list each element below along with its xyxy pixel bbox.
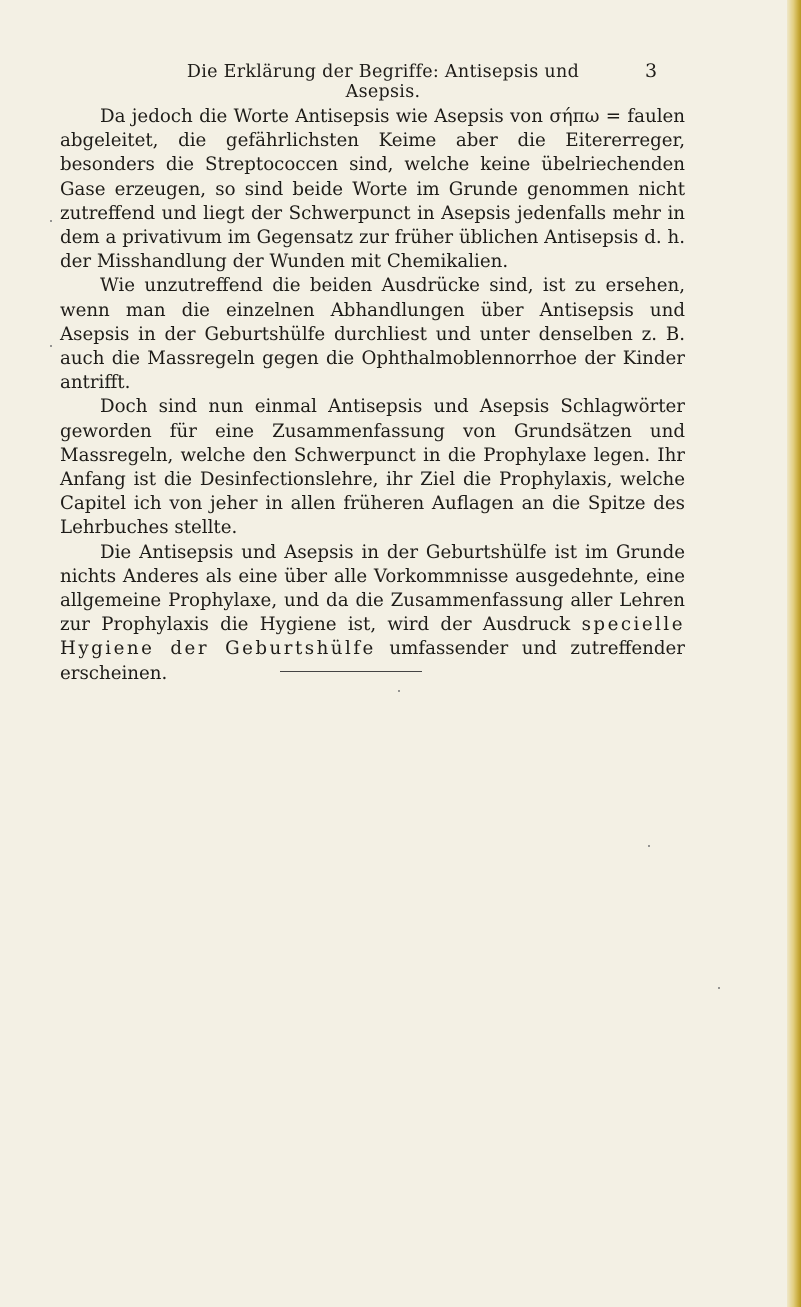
paragraph-1: Da jedoch die Worte Antisepsis wie Asepsis von σήπω = faulen abgeleitet, die gefährlichsten Keime aber die Eitererreger, besonders die Streptococcen sind, welche keine übelriechenden Gase erzeugen, so sind beide Worte im Grunde genommen nicht zutreffend und liegt der Schwerpunct in Asepsis jedenfalls mehr in dem a privativum im Gegensatz zur früher üblichen Antisepsis d. h. der Misshandlung der Wunden mit Chemikalien. [60, 106, 685, 273]
page-number: 3 [645, 60, 658, 82]
spaced-emphasis: specielle Hygiene der Geburtshülfe [60, 614, 685, 660]
paragraph-4-end: umfassender und zutreffender erscheinen. [60, 638, 685, 684]
body-text [60, 105, 685, 686]
paragraph-4 [60, 541, 685, 686]
ink-speck [718, 987, 720, 989]
ink-speck [648, 845, 650, 847]
running-title: Die Erklärung der Begriffe: Antisepsis und Asepsis. [186, 62, 580, 102]
paragraph-4-text: Die Antisepsis und Asepsis in der Geburtshülfe ist im Grunde nichts Anderes als eine über alle Vorkommnisse ausgedehnte, eine allgemeine Prophylaxe, und da die Zusammenfassung aller Lehren zur Prophylaxis die Hygiene ist, wird der Ausdruck [60, 541, 685, 636]
ink-speck [398, 690, 400, 692]
paragraph-2: Wie unzutreffend die beiden Ausdrücke sind, ist zu ersehen, wenn man die einzelnen Abhandlungen über Antisepsis und Asepsis in der Geburtshülfe durchliest und unter denselben z. B. auch die Massregeln gegen die Ophthalmoblennorrhoe der Kinder antrifft. [60, 275, 685, 394]
page-edge [787, 0, 801, 1307]
section-rule [280, 671, 422, 672]
paragraph-3: Doch sind nun einmal Antisepsis und Asepsis Schlagwörter geworden für eine Zusammenfassung von Grundsätzen und Massregeln, welche den Schwerpunct in die Prophylaxe legen. Ihr Anfang ist die Desinfectionslehre, ihr Ziel die Prophylaxis, welche Capitel ich von jeher in allen früheren Auflagen an die Spitze des Lehrbuches stellte. [60, 396, 685, 539]
ink-speck [50, 345, 52, 347]
ink-speck [50, 220, 52, 222]
